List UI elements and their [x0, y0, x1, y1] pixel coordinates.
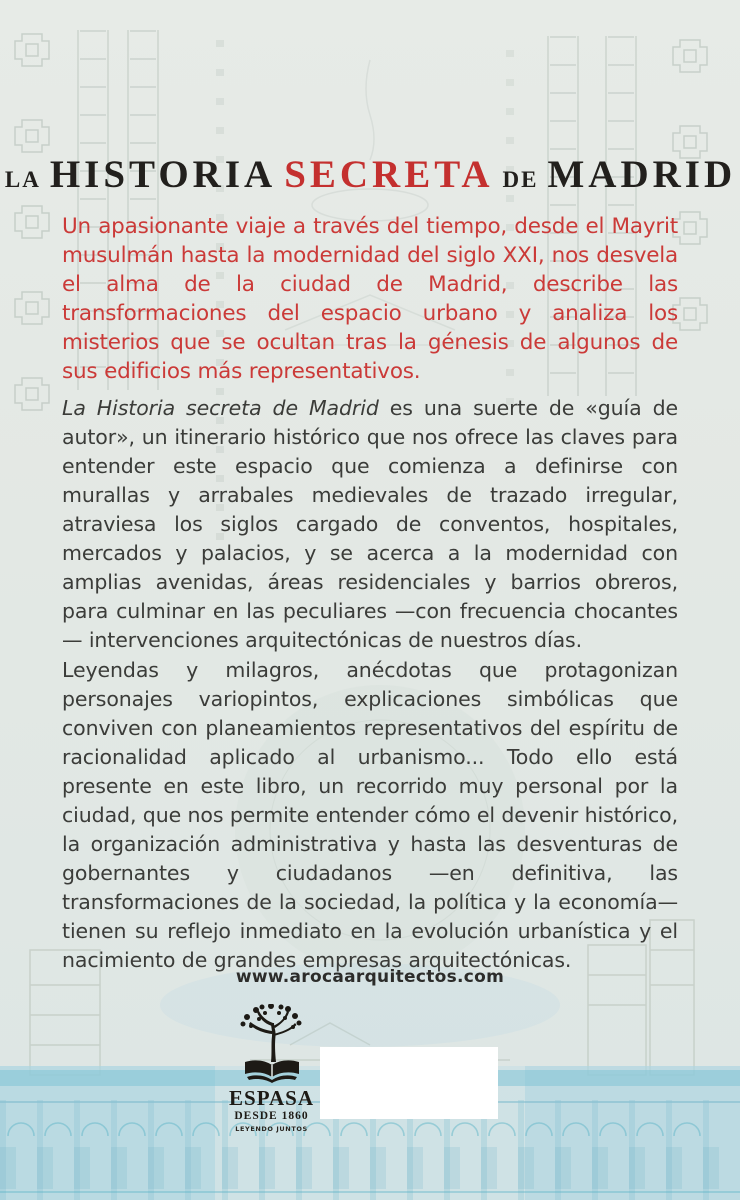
title-word-madrid: MADRID — [547, 153, 737, 197]
title-word-la: LA — [4, 167, 41, 193]
book-title-italic: La Historia secreta de Madrid — [62, 396, 379, 420]
title-word-de: DE — [502, 167, 539, 193]
synopsis-paragraph — [62, 394, 678, 655]
tree-book-icon — [235, 1004, 309, 1086]
title-word-secreta: SECRETA — [284, 153, 494, 197]
publisher-name: ESPASA — [229, 1086, 314, 1110]
synopsis-text: es una suerte de «guía de autor», un itinerario histórico que nos ofrece las claves para entender este espacio que comienza a definirse con murallas y arrabales medievales de trazado irregular, atraviesa los siglos cargado de conventos, hospitales, mercados y palacios, y se acerca a la modernidad con amplias avenidas, áreas residenciales y barrios obreros, para culminar en las peculiares —con frecuencia chocantes— intervenciones arquitectónicas de nuestros días. — [62, 396, 679, 652]
lead-paragraph: Un apasionante viaje a través del tiempo, desde el Mayrit musulmán hasta la modernidad del siglo XXI, nos desvela el alma de la ciudad de Madrid, describe las transformaciones del espacio urbano y analiza los misterios que se ocultan tras la génesis de algunos de sus edificios más representativos. — [62, 214, 678, 384]
website-url: www.arocaarquitectos.com — [235, 967, 505, 987]
publisher-since: DESDE 1860 — [234, 1110, 309, 1122]
title-word-historia: HISTORIA — [49, 153, 277, 197]
page-title — [0, 152, 740, 197]
espasa-logo — [219, 1004, 324, 1132]
barcode-placeholder — [320, 1047, 498, 1119]
closing-paragraph: Leyendas y milagros, anécdotas que protagonizan personajes variopintos, explicaciones simbólicas que conviven con planeamientos representativos del espíritu de racionalidad aplicado al urbanismo... Todo ello está presente en este libro, un recorrido muy personal por la ciudad, que nos permite entender cómo el devenir histórico, la organización administrativa y hasta las desventuras de gobernantes y ciudadanos —en definitiva, las transformaciones de la sociedad, la política y la economía— tienen su reflejo inmediato en la evolución urbanística y el nacimiento de grandes empresas arquitectónicas. — [62, 658, 678, 972]
publisher-tagline: LEYENDO JUNTOS — [235, 1124, 308, 1133]
